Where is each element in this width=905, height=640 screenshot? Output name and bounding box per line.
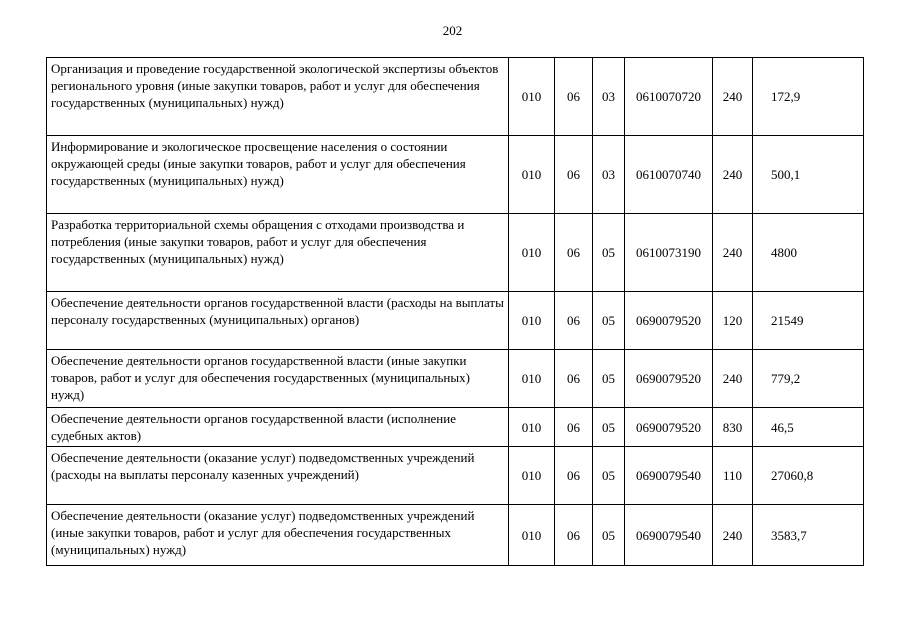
- table-row: [47, 292, 864, 350]
- expense-type-code: 240: [713, 58, 753, 136]
- section-code: 06: [555, 58, 593, 136]
- expense-type-code: 120: [713, 292, 753, 350]
- ministry-code: 010: [509, 214, 555, 292]
- row-description: Обеспечение деятельности органов государственной власти (иные закупки товаров, работ и услуг для обеспечения государственных (муниципальных) нужд): [47, 350, 509, 408]
- section-code: 06: [555, 408, 593, 447]
- section-code: 06: [555, 447, 593, 505]
- amount: 500,1: [753, 136, 864, 214]
- table-row: [47, 447, 864, 505]
- ministry-code: 010: [509, 350, 555, 408]
- row-description: Обеспечение деятельности органов государственной власти (расходы на выплаты персоналу государственных (муниципальных) органов): [47, 292, 509, 350]
- table-row: [47, 505, 864, 566]
- expense-type-code: 830: [713, 408, 753, 447]
- amount: 4800: [753, 214, 864, 292]
- table-row: [47, 214, 864, 292]
- target-code: 0610073190: [625, 214, 713, 292]
- amount: 779,2: [753, 350, 864, 408]
- section-code: 06: [555, 505, 593, 566]
- ministry-code: 010: [509, 505, 555, 566]
- target-code: 0690079520: [625, 408, 713, 447]
- expense-type-code: 110: [713, 447, 753, 505]
- ministry-code: 010: [509, 136, 555, 214]
- ministry-code: 010: [509, 447, 555, 505]
- amount: 172,9: [753, 58, 864, 136]
- amount: 21549: [753, 292, 864, 350]
- target-code: 0610070740: [625, 136, 713, 214]
- subsection-code: 05: [593, 214, 625, 292]
- table-row: [47, 136, 864, 214]
- subsection-code: 03: [593, 136, 625, 214]
- target-code: 0690079540: [625, 447, 713, 505]
- amount: 27060,8: [753, 447, 864, 505]
- expense-type-code: 240: [713, 505, 753, 566]
- page-number: 202: [442, 23, 463, 38]
- budget-table: [46, 57, 864, 566]
- section-code: 06: [555, 350, 593, 408]
- table-row: [47, 350, 864, 408]
- subsection-code: 05: [593, 350, 625, 408]
- amount: 46,5: [753, 408, 864, 447]
- expense-type-code: 240: [713, 136, 753, 214]
- ministry-code: 010: [509, 58, 555, 136]
- row-description: Обеспечение деятельности (оказание услуг) подведомственных учреждений (иные закупки товаров, работ и услуг для обеспечения государственных (муниципальных) нужд): [47, 505, 509, 566]
- table-row: [47, 408, 864, 447]
- subsection-code: 05: [593, 505, 625, 566]
- amount: 3583,7: [753, 505, 864, 566]
- section-code: 06: [555, 214, 593, 292]
- section-code: 06: [555, 292, 593, 350]
- target-code: 0610070720: [625, 58, 713, 136]
- ministry-code: 010: [509, 408, 555, 447]
- row-description: Разработка территориальной схемы обращения с отходами производства и потребления (иные закупки товаров, работ и услуг для обеспечения государственных (муниципальных) нужд): [47, 214, 509, 292]
- subsection-code: 03: [593, 58, 625, 136]
- target-code: 0690079540: [625, 505, 713, 566]
- target-code: 0690079520: [625, 350, 713, 408]
- row-description: Организация и проведение государственной экологической экспертизы объектов регионального уровня (иные закупки товаров, работ и услуг для обеспечения государственных (муниципальных) нужд): [47, 58, 509, 136]
- subsection-code: 05: [593, 408, 625, 447]
- row-description: Информирование и экологическое просвещение населения о состоянии окружающей среды (иные закупки товаров, работ и услуг для обеспечения государственных (муниципальных) нужд): [47, 136, 509, 214]
- ministry-code: 010: [509, 292, 555, 350]
- target-code: 0690079520: [625, 292, 713, 350]
- row-description: Обеспечение деятельности (оказание услуг) подведомственных учреждений (расходы на выплаты персоналу казенных учреждений): [47, 447, 509, 505]
- section-code: 06: [555, 136, 593, 214]
- row-description: Обеспечение деятельности органов государственной власти (исполнение судебных актов): [47, 408, 509, 447]
- expense-type-code: 240: [713, 214, 753, 292]
- expense-type-code: 240: [713, 350, 753, 408]
- subsection-code: 05: [593, 292, 625, 350]
- table-row: [47, 58, 864, 136]
- subsection-code: 05: [593, 447, 625, 505]
